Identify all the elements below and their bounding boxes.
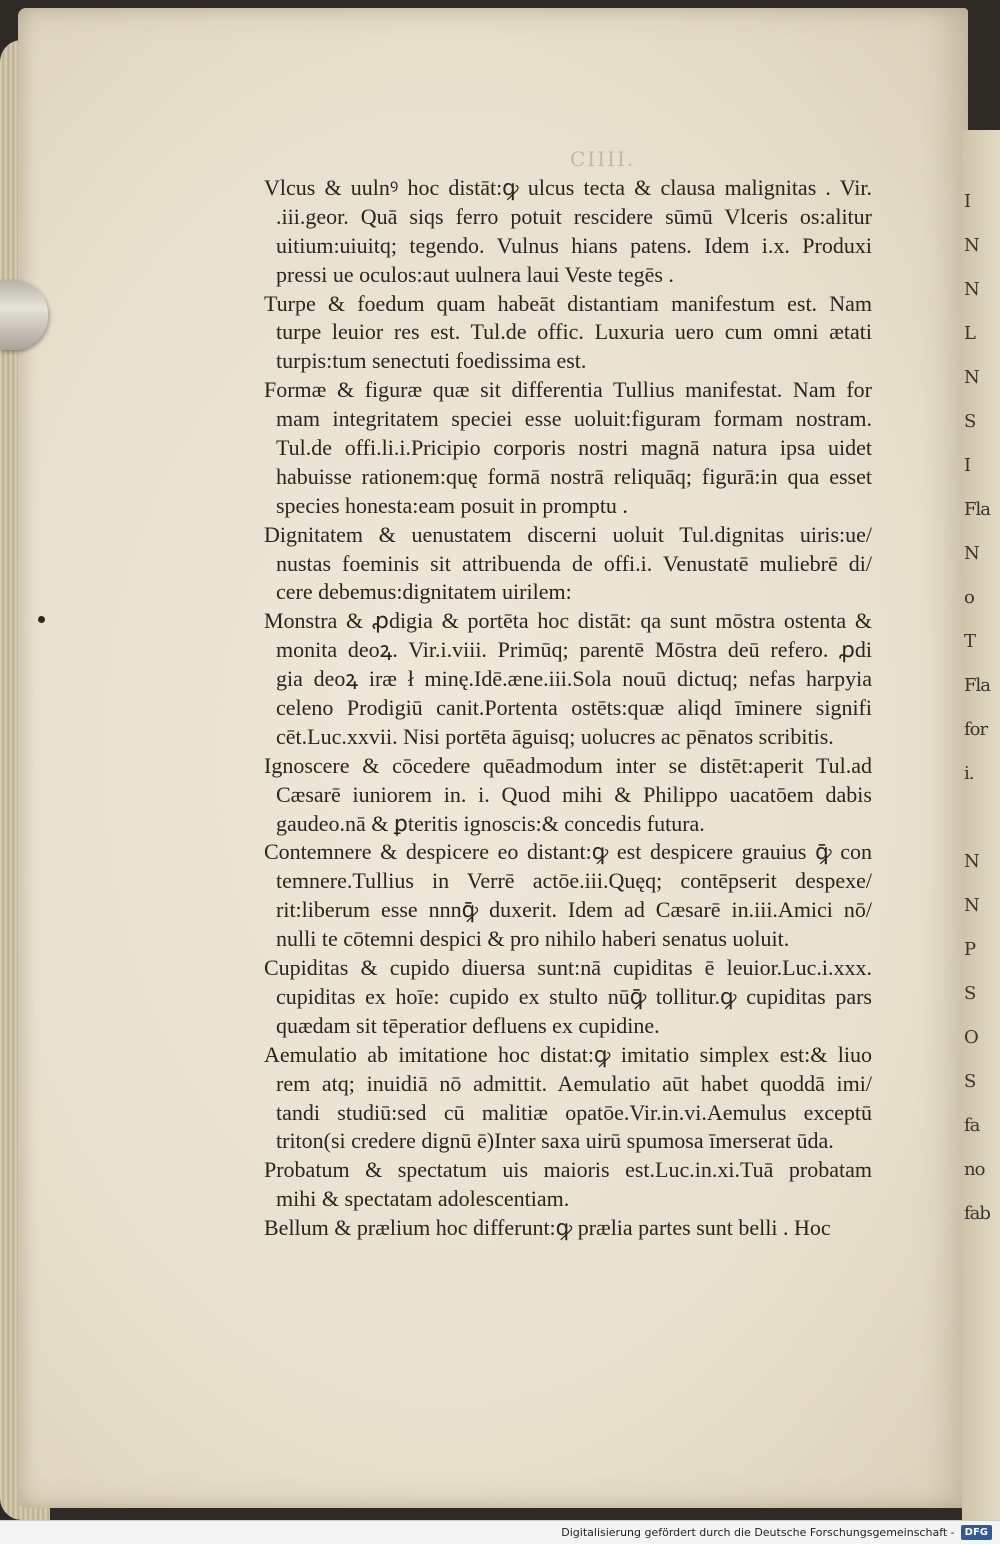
paragraph-line: mam integritatem speciei esse uoluit:figuram formam nostram. — [276, 406, 872, 432]
paragraph-first-line: Ignoscere & cōcedere quēadmodum inter se distēt:aperit Tul.ad — [264, 752, 872, 778]
paragraph-line: rem atq; inuidiā nō admittit. Aemulatio aūt habet quoddā imi/ — [276, 1070, 872, 1096]
paragraph-line: gia deoꝝ iræ ł minę.Idē.æne.iii.Sola nouū dictuq; nefas harpyia — [276, 666, 872, 692]
paragraph-line: cupiditas ex hoīe: cupido ex stulto nūꝙ̄ tollitur.ꝙ cupiditas pars — [276, 983, 872, 1009]
paragraph-first-line: Dignitatem & uenustatem discerni uoluit Tul.dignitas uiris:ue/ — [264, 521, 872, 547]
paragraph-line: triton(si credere dignū ē)Inter saxa uirū spumosa īmerserat ūda. — [276, 1128, 834, 1154]
paragraph-line: uitium:uiuitq; tegendo. Vulnus hians patens. Idem i.x. Produxi — [276, 232, 872, 258]
paragraph-line: Cæsarē iuniorem in. i. Quod mihi & Philippo uacatōem dabis — [276, 781, 872, 807]
dfg-logo: DFG — [961, 1525, 992, 1540]
paragraph-line: rit:liberum esse nnnꝙ̄ duxerit. Idem ad Cæsarē in.iii.Amici nō/ — [276, 897, 872, 923]
folio-number: CIIII. — [570, 147, 636, 171]
paragraph-line: habuisse rationem:quę formā nostrā reliquāq; figurā:in qua esset — [276, 463, 872, 489]
paragraph-line: species honesta:eam posuit in promptu . — [276, 492, 628, 518]
paragraph-line: Tul.de offi.li.i.Pricipio corporis nostri magnā natura ipsa uidet — [276, 435, 872, 461]
paragraph-line: tandi studiū:sed cū malitiæ opatōe.Vir.in.vi.Aemulus exceptū — [276, 1099, 872, 1125]
paragraph-line: cere debemus:dignitatem uirilem: — [276, 579, 572, 605]
facing-page-text: I N N L N S I Fla N o T Fla for i. N N P S O S fa no fab — [964, 191, 990, 1224]
paragraph-line: quædam sit tēperatior defluens ex cupidine. — [276, 1012, 660, 1038]
paragraph-first-line: Probatum & spectatum uis maioris est.Luc.in.xi.Tuā probatam — [264, 1157, 872, 1183]
paragraph-line: mihi & spectatam adolescentiam. — [276, 1186, 570, 1212]
paragraph-line: nulli te cōtemni despici & pro nihilo haberi senatus uoluit. — [276, 926, 790, 952]
paragraph-line: nustas foeminis sit attribuenda de offi.i. Venustatē muliebrē di/ — [276, 550, 872, 576]
paragraph-first-line: Vlcus & uulnꝰ hoc distāt:ꝙ ulcus tecta & clausa malignitas . Vir. — [264, 175, 872, 200]
paragraph-first-line: Cupiditas & cupido diuersa sunt:nā cupiditas ē leuior.Luc.i.xxx. — [264, 955, 872, 981]
paragraph-line: turpis:tum senectuti foedissima est. — [276, 348, 587, 374]
footer-bar — [0, 1520, 1000, 1544]
paragraph-first-line: Turpe & foedum quam habeāt distantiam manifestum est. Nam — [264, 290, 872, 316]
paragraph-line: monita deoꝝ. Vir.i.viii. Primūq; parentē Mōstra deū refero. ꝓdi — [276, 637, 872, 663]
paragraph-line: turpe leuior res est. Tul.de offic. Luxuria uero cum omni ætati — [276, 319, 872, 345]
main-text-block — [262, 174, 872, 1243]
paragraph-first-line: Contemnere & despicere eo distant:ꝙ est despicere grauius ꝙ̄ con — [264, 839, 872, 865]
paragraph-line: gaudeo.nā & ꝑteritis ignoscis:& concedis futura. — [276, 810, 705, 836]
paragraph-first-line: Formæ & figuræ quæ sit differentia Tullius manifestat. Nam for — [264, 377, 872, 403]
paragraph-line: celeno Prodigiū canit.Portenta ostēts:quæ aliqd īminere signifi — [276, 695, 872, 721]
paragraph-line: .iii.geor. Quā siqs ferro potuit rescidere sūmū Vlceris os:alitur — [276, 203, 872, 229]
paragraph-first-line: Aemulatio ab imitatione hoc distat:ꝙ imitatio simplex est:& liuo — [264, 1041, 872, 1067]
paragraph-line: pressi ue oculos:aut uulnera laui Veste tegēs . — [276, 261, 674, 287]
ink-dot — [38, 616, 45, 623]
paragraph-line: cēt.Luc.xxvii. Nisi portēta āguisq; uolucres ac pēnatos scribitis. — [276, 723, 834, 749]
paragraph-line: temnere.Tullius in Verrē actōe.iii.Quęq; contēpserit despexe/ — [276, 868, 872, 894]
paragraph-first-line: Bellum & prælium hoc differunt:ꝙ prælia partes sunt belli . Hoc — [264, 1215, 831, 1241]
footer-text: Digitalisierung gefördert durch die Deutsche Forschungsgemeinschaft - — [561, 1526, 955, 1539]
paragraph-first-line: Monstra & ꝓdigia & portēta hoc distāt: qa sunt mōstra ostenta & — [264, 608, 872, 634]
